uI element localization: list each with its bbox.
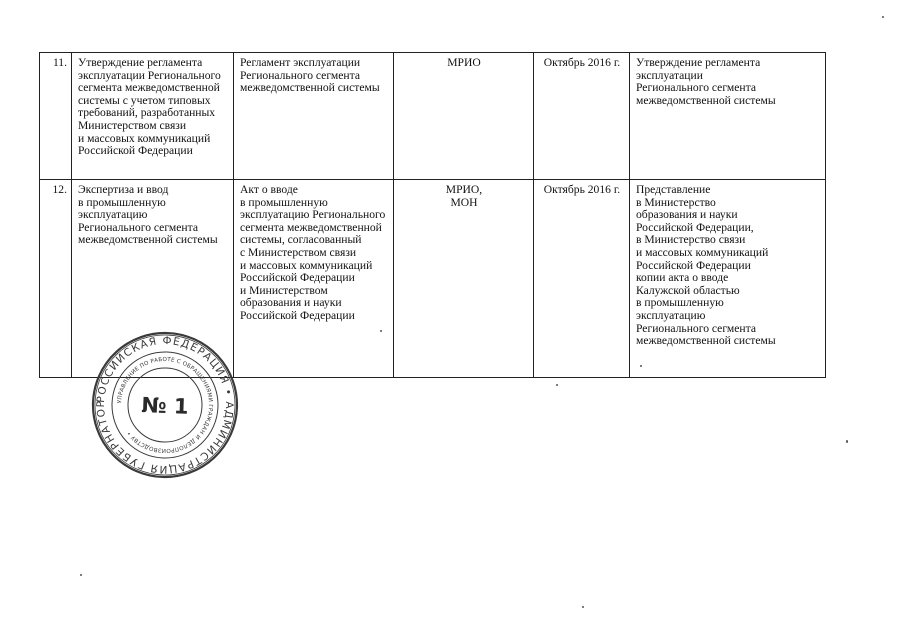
official-stamp [87, 327, 242, 482]
date-cell: Октябрь 2016 г. [534, 53, 630, 180]
row-number: 12. [40, 180, 72, 378]
task-cell: Экспертиза и ввод в промышленную эксплуатацию Регионального сегмента межведомственной системы [72, 180, 234, 378]
svg-text:№ 1: № 1 [140, 393, 189, 419]
task-cell: Утверждение регламента эксплуатации Регионального сегмента межведомственной системы с учетом типовых требований, разработанных Министерством связи и массовых коммуникаций Российской Федерации [72, 53, 234, 180]
svg-text:УПРАВЛЕНИЕ ПО РАБОТЕ С ОБРАЩЕН: УПРАВЛЕНИЕ ПО РАБОТЕ С ОБРАЩЕНИЯМИ ГРАЖДАН И ДЕЛОПРОИЗВОДСТВУ • [116, 356, 214, 454]
row-number: 11. [40, 53, 72, 180]
table-row [40, 53, 826, 180]
outcome-cell: Утверждение регламента эксплуатации Регионального сегмента межведомственной системы [630, 53, 826, 180]
date-cell: Октябрь 2016 г. [534, 180, 630, 378]
executor-cell: МРИО [394, 53, 534, 180]
result-cell: Акт о вводе в промышленную эксплуатацию Регионального сегмента межведомственной системы, согласованный с Министерством связи и массовых коммуникаций Российской Федерации и Министерством образования и науки Российской Федерации [234, 180, 394, 378]
stamp-graphic [87, 327, 242, 482]
result-cell: Регламент эксплуатации Регионального сегмента межведомственной системы [234, 53, 394, 180]
outcome-cell: Представление в Министерство образования и науки Российской Федерации, в Министерство связи и массовых коммуникаций Российской Федерации копии акта о вводе Калужской областью в промышленную эксплуатацию Регионального сегмента межведомственной системы [630, 180, 826, 378]
executor-cell: МРИО, МОН [394, 180, 534, 378]
svg-text:РОССИЙСКАЯ ФЕДЕРАЦИЯ • АДМИНИС: РОССИЙСКАЯ ФЕДЕРАЦИЯ • АДМИНИСТРАЦИЯ ГУБЕРНАТОРА [94, 334, 236, 476]
